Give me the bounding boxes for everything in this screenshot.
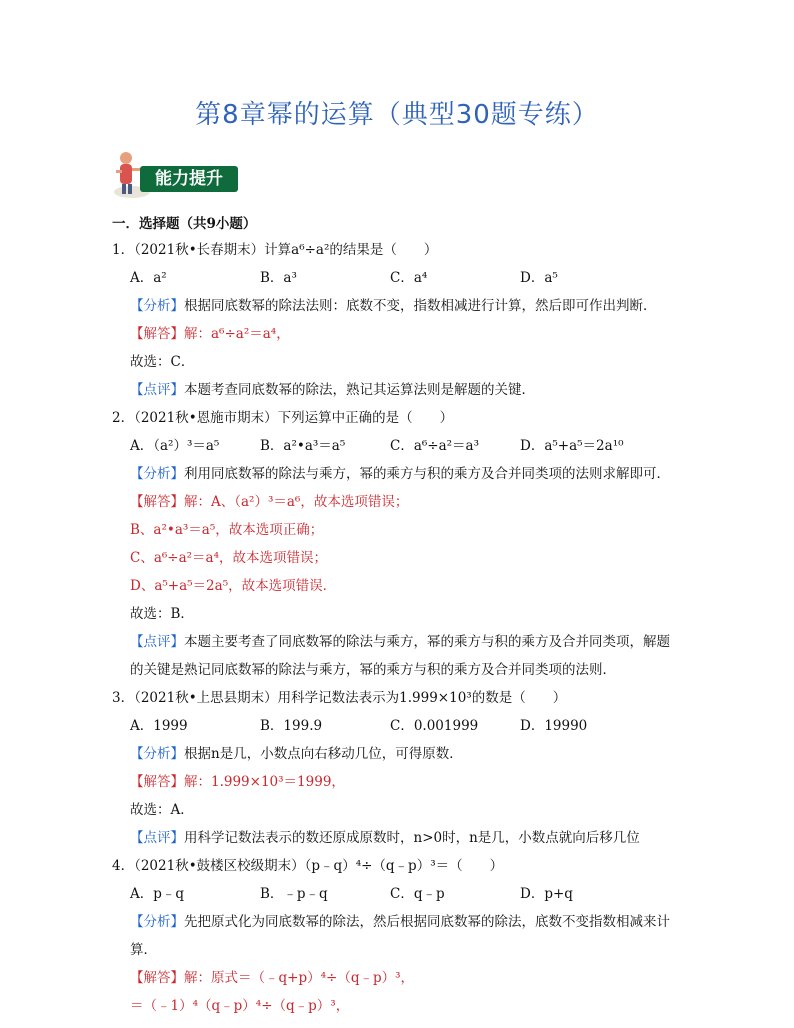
q4-analysis: 【分析】先把原式化为同底数幂的除法，然后根据同底数幂的除法，底数不变指数相减来计算． bbox=[130, 914, 670, 958]
q2-option-b: B．a²•a³＝a⁵ bbox=[260, 438, 346, 454]
q4-option-a: A．p﹣q bbox=[130, 886, 185, 902]
q4-option-c: C．q﹣p bbox=[390, 886, 445, 902]
q2-choice: 故选：B． bbox=[130, 606, 194, 622]
q3-analysis: 【分析】根据n是几，小数点向右移动几位，可得原数． bbox=[130, 746, 463, 762]
q2-answer: 【解答】解：A、（a²）³＝a⁶，故本选项错误； bbox=[130, 494, 409, 510]
q1-stem: 1．（2021秋•长春期末）计算a⁶÷a²的结果是（ ） bbox=[112, 242, 438, 258]
q2-comment: 【点评】本题主要考查了同底数幂的除法与乘方，幂的乘方与积的乘方及合并同类项，解题的关键是熟记同底数幂的除法与乘方，幂的乘方与积的乘方及合并同类项的法则． bbox=[130, 634, 670, 678]
q2-analysis: 【分析】利用同底数幂的除法与乘方，幂的乘方与积的乘方及合并同类项的法则求解即可． bbox=[130, 466, 670, 482]
q2-answer-b: B、a²•a³＝a⁵，故本选项正确； bbox=[130, 522, 324, 538]
q1-comment: 【点评】本题考查同底数幂的除法，熟记其运算法则是解题的关键． bbox=[130, 382, 535, 398]
q3-comment: 【点评】用科学记数法表示的数还原成原数时，n>0时，n是几，小数点就向后移几位 bbox=[130, 830, 640, 846]
q4-answer: 【解答】解：原式＝（﹣q+p）⁴÷（q﹣p）³， bbox=[130, 970, 415, 986]
q4-option-b: B．﹣p﹣q bbox=[260, 886, 328, 902]
analysis-tag: 【分析】 bbox=[130, 298, 184, 314]
q3-option-b: B．199.9 bbox=[260, 718, 323, 734]
q4-option-d: D．p+q bbox=[520, 886, 573, 902]
q1-option-b: B．a³ bbox=[260, 270, 297, 286]
q3-stem: 3．（2021秋•上思县期末）用科学记数法表示为1.999×10³的数是（ ） bbox=[112, 690, 567, 706]
q1-option-a: A．a² bbox=[130, 270, 167, 286]
q3-choice: 故选：A． bbox=[130, 802, 194, 818]
ability-banner-label: 能力提升 bbox=[140, 166, 238, 192]
q2-stem: 2．（2021秋•恩施市期末）下列运算中正确的是（ ） bbox=[112, 410, 454, 426]
q2-answer-c: C、a⁶÷a²＝a⁴，故本选项错误； bbox=[130, 550, 328, 566]
comment-tag: 【点评】 bbox=[130, 382, 184, 398]
q2-option-d: D．a⁵+a⁵＝2a¹⁰ bbox=[520, 438, 624, 454]
q4-stem: 4．（2021秋•鼓楼区校级期末）（p﹣q）⁴÷（q﹣p）³＝（ ） bbox=[112, 858, 504, 874]
q1-option-c: C．a⁴ bbox=[390, 270, 428, 286]
q3-option-a: A．1999 bbox=[130, 718, 188, 734]
document-body bbox=[112, 212, 682, 1020]
q3-options bbox=[112, 712, 682, 740]
section-heading: 一．选择题（共9小题） bbox=[112, 216, 257, 232]
q1-choice: 故选：C． bbox=[130, 354, 195, 370]
q1-option-d: D．a⁵ bbox=[520, 270, 558, 286]
page-title: 第8章幂的运算（典型30题专练） bbox=[195, 100, 599, 130]
q2-option-c: C．a⁶÷a²＝a³ bbox=[390, 438, 480, 454]
q3-option-d: D．19990 bbox=[520, 718, 588, 734]
ability-banner bbox=[110, 148, 240, 200]
q1-answer: 【解答】解：a⁶÷a²＝a⁴， bbox=[130, 326, 290, 342]
q2-option-a: A．（a²）³＝a⁵ bbox=[130, 438, 220, 454]
q3-answer: 【解答】解：1.999×10³＝1999， bbox=[130, 774, 345, 790]
q1-analysis: 【分析】根据同底数幂的除法法则：底数不变，指数相减进行计算，然后即可作出判断． bbox=[130, 298, 657, 314]
q1-options bbox=[112, 264, 682, 292]
q4-answer-step2: ＝（﹣1）⁴（q﹣p）⁴÷（q﹣p）³， bbox=[130, 998, 350, 1014]
q3-option-c: C．0.001999 bbox=[390, 718, 479, 734]
q4-options bbox=[112, 880, 682, 908]
q2-options bbox=[112, 432, 682, 460]
answer-tag: 【解答】 bbox=[130, 326, 184, 342]
q2-answer-d: D、a⁵+a⁵＝2a⁵，故本选项错误． bbox=[130, 578, 337, 594]
